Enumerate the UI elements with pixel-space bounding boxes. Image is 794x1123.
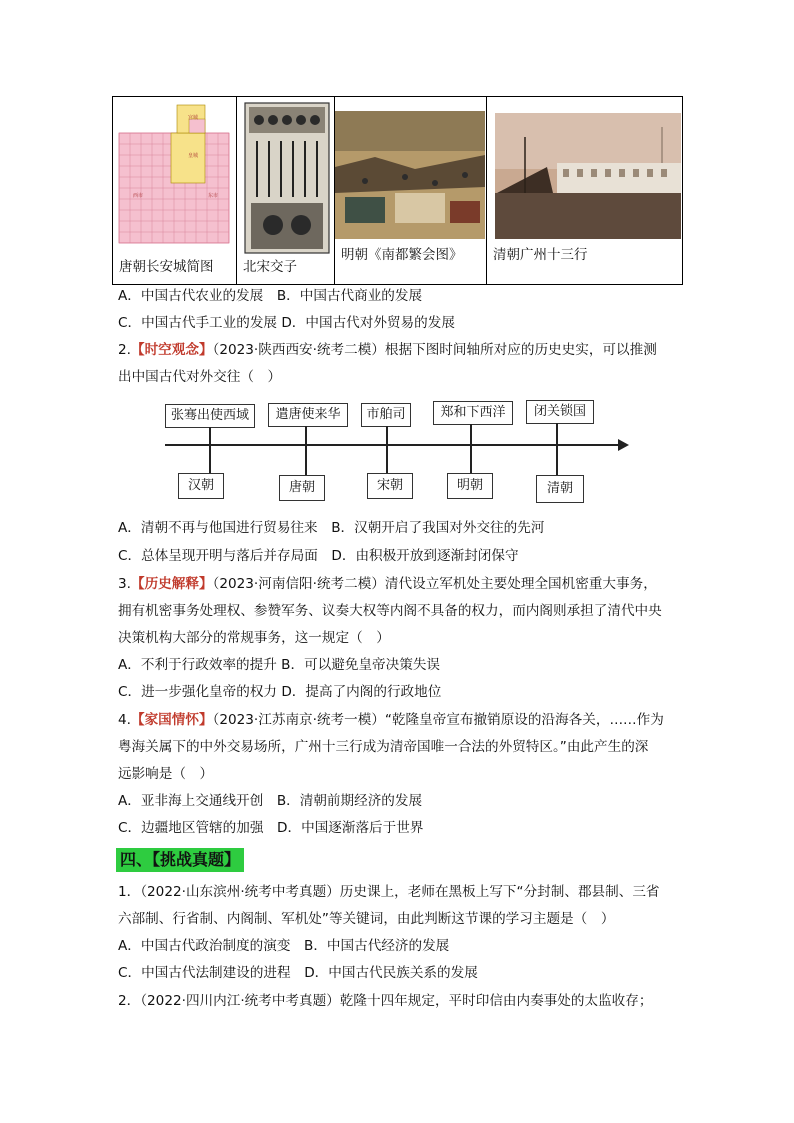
timeline-event-shibosi: 市舶司: [361, 403, 411, 427]
q4-options-row1: A．亚非海上交通线开创 B．清朝前期经济的发展: [118, 793, 423, 809]
q2-options-row1: A．清朝不再与他国进行贸易往来 B．汉朝开启了我国对外交往的先河: [118, 520, 545, 536]
map-label-east-market: 东市: [208, 193, 219, 199]
timeline-dynasty-ming: 明朝: [447, 473, 493, 499]
map-label-imperial-city: 皇城: [188, 153, 199, 159]
q3-stem-line1: [118, 574, 657, 594]
timeline-tick: [209, 427, 211, 444]
figure-cell-changan: [113, 97, 237, 285]
section-heading: 四、【挑战真题】: [116, 848, 244, 872]
q3-tag: 【历史解释】: [130, 576, 213, 592]
q3-stem-line2: 拥有机密事务处理权、参赞军务、议奏大权等内阁不具备的权力，而内阁则承担了清代中央: [118, 603, 662, 619]
q4-stem-line2: 粤海关属下的中外交易场所，广州十三行成为清帝国唯一合法的外贸特区。”由此产生的深: [118, 739, 649, 755]
caption-nandu: 明朝《南都繁会图》: [341, 247, 463, 263]
caption-changan: 唐朝长安城简图: [119, 259, 214, 275]
image-table: [112, 96, 683, 285]
timeline-event-zhangqian: 张骞出使西域: [165, 404, 255, 428]
q2-tag: 【时空观念】: [130, 342, 213, 358]
q4-number: 4.: [118, 712, 131, 728]
r2-stem-line1: 2．（2022·四川内江·统考中考真题）乾隆十四年规定，平时印信由内奏事处的太监收存；: [118, 993, 653, 1009]
q1-options-row1: A．中国古代农业的发展 B．中国古代商业的发展: [118, 288, 423, 304]
q3-options-row2: C．进一步强化皇帝的权力 D．提高了内阁的行政地位: [118, 684, 442, 700]
q2-stem-text: （2023·陕西西安·统考二模）根据下图时间轴所对应的历史史实，可以推测: [212, 342, 657, 358]
q4-stem-line1: [118, 710, 664, 730]
timeline-tick: [556, 423, 558, 444]
q4-tag: 【家国情怀】: [130, 712, 213, 728]
timeline-axis: [165, 444, 620, 446]
timeline-tick: [386, 426, 388, 444]
timeline-dynasty-qing: 清朝: [536, 475, 584, 503]
q3-stem-line3: 决策机构大部分的常规事务，这一规定（ ）: [118, 630, 390, 646]
timeline-tick: [305, 445, 307, 475]
caption-jiaozi: 北宋交子: [243, 259, 297, 275]
caption-thirteen-hongs: 清朝广州十三行: [493, 247, 588, 263]
q2-options-row2: C．总体呈现开明与落后并存局面 D．由积极开放到逐渐封闭保守: [118, 548, 519, 564]
q4-stem-line3: 远影响是（ ）: [118, 766, 214, 782]
timeline-tick: [556, 445, 558, 475]
q2-number: 2.: [118, 342, 131, 358]
figure-cell-thirteen-hongs: [487, 97, 683, 285]
q4-stem-text: （2023·江苏南京·统考一模）“乾隆皇帝宣布撤销原设的沿海各关，……作为: [212, 712, 664, 728]
timeline-tick: [470, 445, 472, 473]
timeline-tick: [305, 426, 307, 444]
q3-options-row1: A．不利于行政效率的提升 B．可以避免皇帝决策失误: [118, 657, 441, 673]
q2-stem-line1: [118, 340, 657, 360]
figure-cell-nandu: [335, 97, 487, 285]
timeline-dynasty-song: 宋朝: [367, 473, 413, 499]
timeline-event-biguan: 闭关锁国: [526, 400, 594, 424]
timeline-event-qiantangshi: 遣唐使来华: [268, 403, 348, 427]
q3-stem-text: （2023·河南信阳·统考二模）清代设立军机处主要处理全国机密重大事务，: [212, 576, 657, 592]
timeline-dynasty-han: 汉朝: [178, 473, 224, 499]
r1-options-row2: C．中国古代法制建设的进程 D．中国古代民族关系的发展: [118, 965, 478, 981]
q4-options-row2: C．边疆地区管辖的加强 D．中国逐渐落后于世界: [118, 820, 424, 836]
r1-options-row1: A．中国古代政治制度的演变 B．中国古代经济的发展: [118, 938, 450, 954]
timeline-event-zhenghe: 郑和下西洋: [433, 401, 513, 425]
map-label-palace-city: 宫城: [188, 115, 199, 121]
timeline-tick: [470, 424, 472, 444]
q1-options-row2: C．中国古代手工业的发展 D．中国古代对外贸易的发展: [118, 315, 455, 331]
map-label-west-market: 西市: [133, 193, 144, 199]
q3-number: 3.: [118, 576, 131, 592]
timeline-tick: [209, 445, 211, 473]
q2-stem-line2: 出中国古代对外交往（ ）: [118, 369, 282, 385]
timeline-dynasty-tang: 唐朝: [279, 475, 325, 501]
r1-stem-line1: 1．（2022·山东滨州·统考中考真题）历史课上，老师在黑板上写下“分封制、郡县制、三省: [118, 884, 660, 900]
timeline-arrow: [618, 439, 629, 451]
r1-stem-line2: 六部制、行省制、内阁制、军机处”等关键词，由此判断这节课的学习主题是（ ）: [118, 911, 615, 927]
figure-cell-jiaozi: [237, 97, 335, 285]
timeline-tick: [386, 445, 388, 473]
